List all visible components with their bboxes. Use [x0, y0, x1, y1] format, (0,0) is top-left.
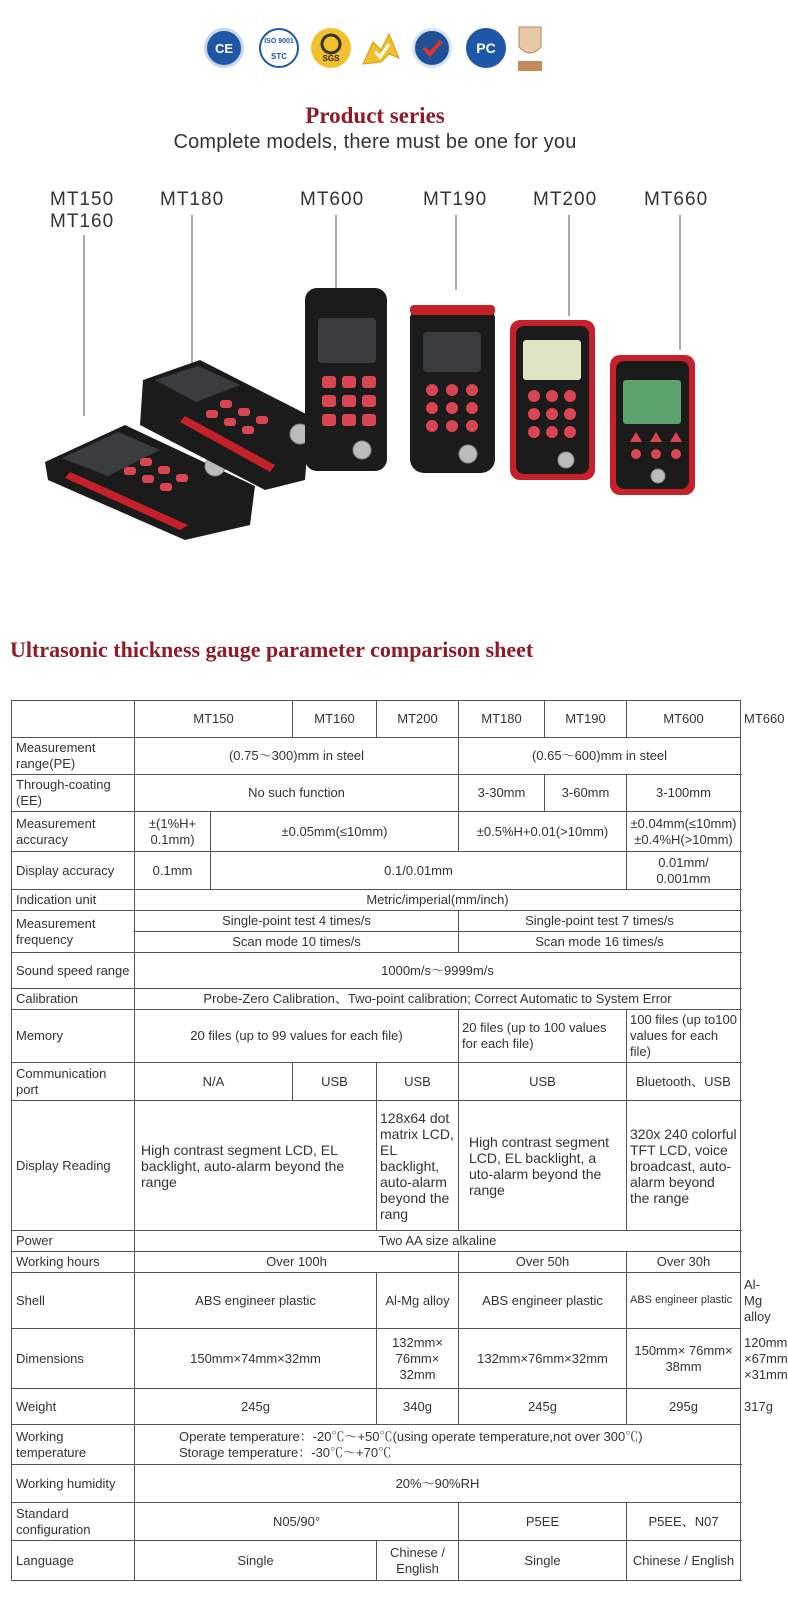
row-label: Measurement range(PE)	[12, 738, 135, 775]
header-mt150: MT150	[135, 701, 293, 738]
device-mt600	[305, 288, 387, 471]
row-label: Indication unit	[12, 890, 135, 911]
table-cell: Scan mode 16 times/s	[459, 932, 741, 953]
table-cell: High contrast segment LCD, EL backlight, a uto-alarm beyond the range	[459, 1101, 627, 1231]
row-label: Measurement frequency	[12, 911, 135, 953]
table-cell: 150mm× 76mm× 38mm	[627, 1329, 741, 1389]
table-row	[12, 890, 741, 911]
row-label: Standard configuration	[12, 1503, 135, 1541]
model-label-mt180: MT180	[160, 189, 225, 210]
device-mt190	[410, 305, 495, 473]
certification-badges	[0, 25, 750, 75]
device-mt200	[510, 320, 595, 480]
table-cell: USB	[377, 1063, 459, 1101]
table-row	[12, 989, 741, 1010]
table-cell: 0.1/0.01mm	[211, 852, 627, 890]
header-mt160: MT160	[293, 701, 377, 738]
table-row	[12, 1101, 741, 1231]
pct-badge-icon	[466, 28, 506, 68]
row-label: Display Reading	[12, 1101, 135, 1231]
table-cell: 320x 240 colorful TFT LCD, voice broadcast, auto-alarm beyond the range	[627, 1101, 741, 1231]
table-cell: N/A	[135, 1063, 293, 1101]
device-mt660	[610, 355, 695, 495]
sgs-badge-text: SGS	[322, 54, 340, 63]
table-cell: Over 30h	[627, 1252, 741, 1273]
ce-badge-text: CE	[214, 41, 234, 56]
table-row	[12, 911, 741, 932]
table-cell: ABS engineer plastic	[627, 1273, 741, 1329]
table-cell: 245g	[135, 1389, 377, 1425]
table-row	[12, 1010, 741, 1063]
row-label: Measurement accuracy	[12, 812, 135, 852]
table-cell: Chinese / English	[377, 1541, 459, 1581]
table-cell: Scan mode 10 times/s	[135, 932, 459, 953]
table-cell: ABS engineer plastic	[135, 1273, 377, 1329]
table-cell: P5EE、N07	[627, 1503, 741, 1541]
row-label: Language	[12, 1541, 135, 1581]
table-cell: 20%～90%RH	[135, 1465, 741, 1503]
table-row: Shell ABS engineer plastic Al-Mg alloy ABS engineer plastic ABS engineer plastic Al-Mg alloy	[12, 1273, 741, 1329]
row-label: Calibration	[12, 989, 135, 1010]
table-row	[12, 1465, 741, 1503]
accuracy-line-2: ±0.4%H(>10mm)	[634, 831, 733, 847]
table-cell	[627, 812, 741, 852]
table-cell: ±(1%H+ 0.1mm)	[135, 812, 211, 852]
table-cell: (0.65～600)mm in steel	[459, 738, 741, 775]
operate-temperature: Operate temperature：-20℃～+50℃(using operate temperature,not over 300℃)	[179, 1428, 643, 1444]
product-series-title: Product series	[305, 103, 445, 128]
bureau-veritas-badge-icon	[516, 25, 544, 73]
table-row	[12, 775, 741, 812]
table-cell: 132mm×76mm×32mm	[459, 1329, 627, 1389]
table-cell: 100 files (up to100 values for each file)	[627, 1010, 741, 1063]
check-badge-icon	[412, 28, 452, 68]
table-row	[12, 1231, 741, 1252]
table-row	[12, 1425, 741, 1465]
table-cell	[135, 1425, 741, 1465]
sgs-badge-icon	[311, 28, 351, 68]
table-cell: Bluetooth、USB	[627, 1063, 741, 1101]
table-cell: 3-100mm	[627, 775, 741, 812]
table-cell: 1000m/s～9999m/s	[135, 953, 741, 989]
table-cell: 3-30mm	[459, 775, 545, 812]
table-cell: Single-point test 7 times/s	[459, 911, 741, 932]
table-cell: Metric/imperial(mm/inch)	[135, 890, 741, 911]
product-series-subtitle: Complete models, there must be one for you	[173, 131, 577, 153]
row-label: Through-coating (EE)	[12, 775, 135, 812]
table-cell: Single	[135, 1541, 377, 1581]
table-cell: USB	[459, 1063, 627, 1101]
table-row	[12, 953, 741, 989]
table-cell: Over 50h	[459, 1252, 627, 1273]
header-mt600: MT600	[627, 701, 741, 738]
row-label: Weight	[12, 1389, 135, 1425]
table-cell: N05/90°	[135, 1503, 459, 1541]
table-cell: ±0.5%H+0.01(>10mm)	[459, 812, 627, 852]
row-label: Shell	[12, 1273, 135, 1329]
header-mt200: MT200	[377, 701, 459, 738]
table-cell: 150mm×74mm×32mm	[135, 1329, 377, 1389]
table-row	[12, 1252, 741, 1273]
table-corner-cell	[12, 701, 135, 738]
table-row	[12, 1063, 741, 1101]
iso-badge-text: ISO 9001	[264, 38, 294, 45]
model-label-mt150: MT150	[50, 189, 115, 210]
ce-badge-icon	[204, 28, 244, 68]
row-label: Memory	[12, 1010, 135, 1063]
model-label-mt160: MT160	[50, 211, 115, 232]
table-cell: 132mm× 76mm× 32mm	[377, 1329, 459, 1389]
table-cell: 295g	[627, 1389, 741, 1425]
model-label-mt200: MT200	[533, 189, 598, 210]
quality-badge-icon	[359, 28, 403, 68]
iso-badge-icon	[259, 28, 299, 68]
comparison-sheet-title: Ultrasonic thickness gauge parameter comparison sheet	[10, 637, 534, 662]
row-label: Working humidity	[12, 1465, 135, 1503]
storage-temperature: Storage temperature：-30℃～+70℃	[179, 1444, 392, 1460]
table-row: Weight 245g 340g 245g 295g 317g	[12, 1389, 741, 1425]
table-row	[12, 852, 741, 890]
table-row	[12, 1503, 741, 1541]
table-cell: Two AA size alkaline	[135, 1231, 741, 1252]
table-cell: Probe-Zero Calibration、Two-point calibration; Correct Automatic to System Error	[135, 989, 741, 1010]
table-cell: 20 files (up to 100 values for each file)	[459, 1010, 627, 1063]
table-cell: 245g	[459, 1389, 627, 1425]
product-lineup-image	[0, 180, 750, 600]
row-label: Working temperature	[12, 1425, 135, 1465]
table-cell: Single-point test 4 times/s	[135, 911, 459, 932]
table-cell: Chinese / English	[627, 1541, 741, 1581]
table-row	[12, 1541, 741, 1581]
row-label: Working hours	[12, 1252, 135, 1273]
table-cell: Over 100h	[135, 1252, 459, 1273]
table-cell: 0.01mm/ 0.001mm	[627, 852, 741, 890]
table-row: Dimensions 150mm×74mm×32mm 132mm× 76mm× 32mm 132mm×76mm×32mm 150mm× 76mm× 38mm 120mm ×67mm ×31mm	[12, 1329, 741, 1389]
table-cell: No such function	[135, 775, 459, 812]
table-cell: 128x64 dot matrix LCD, EL backlight, auto-alarm beyond the rang	[377, 1101, 459, 1231]
table-cell: (0.75～300)mm in steel	[135, 738, 459, 775]
row-label: Communication port	[12, 1063, 135, 1101]
row-label: Display accuracy	[12, 852, 135, 890]
model-label-mt190: MT190	[423, 189, 488, 210]
table-cell: ABS engineer plastic	[459, 1273, 627, 1329]
table-cell: Single	[459, 1541, 627, 1581]
header-mt190: MT190	[545, 701, 627, 738]
table-cell: 340g	[377, 1389, 459, 1425]
stc-badge-text: STC	[271, 52, 287, 61]
table-cell: P5EE	[459, 1503, 627, 1541]
parameter-comparison-table	[11, 700, 788, 1581]
row-label: Dimensions	[12, 1329, 135, 1389]
table-cell: 3-60mm	[545, 775, 627, 812]
row-label: Power	[12, 1231, 135, 1252]
table-cell: 0.1mm	[135, 852, 211, 890]
table-row	[12, 738, 741, 775]
table-cell: ±0.05mm(≤10mm)	[211, 812, 459, 852]
table-cell: 20 files (up to 99 values for each file)	[135, 1010, 459, 1063]
accuracy-line-1: ±0.04mm(≤10mm)	[630, 815, 737, 831]
table-cell: Al-Mg alloy	[377, 1273, 459, 1329]
table-row	[12, 812, 741, 852]
table-cell: USB	[293, 1063, 377, 1101]
row-label: Sound speed range	[12, 953, 135, 989]
header-mt180: MT180	[459, 701, 545, 738]
table-cell: High contrast segment LCD, EL backlight, auto-alarm beyond the range	[135, 1101, 377, 1231]
table-header-row: MT150 MT160 MT200 MT180 MT190 MT600 MT660	[12, 701, 741, 738]
pct-badge-text: PC	[476, 40, 496, 56]
model-label-mt600: MT600	[300, 189, 365, 210]
model-label-mt660: MT660	[644, 189, 709, 210]
